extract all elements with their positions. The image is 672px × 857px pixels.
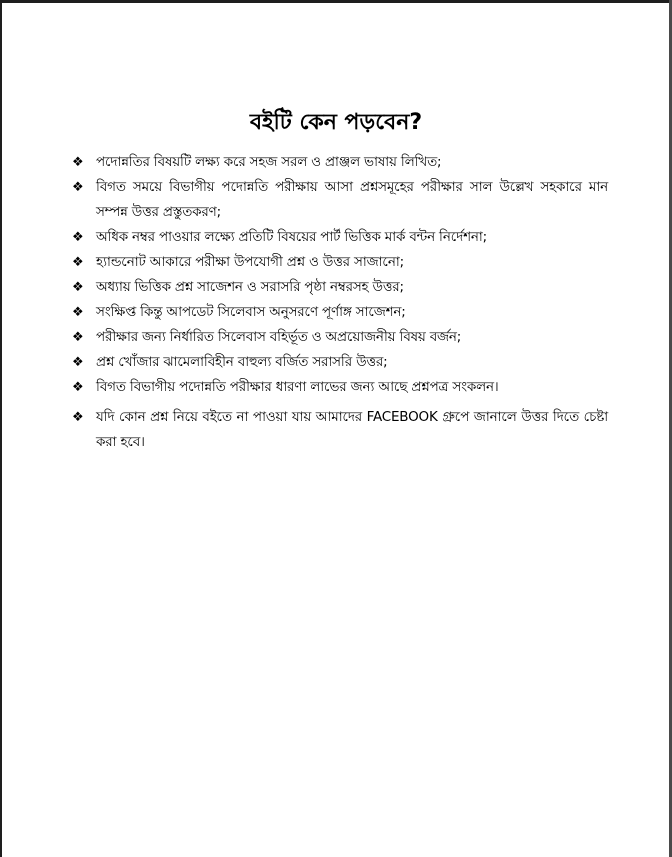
list-item-text: বিগত বিভাগীয় পদোন্নতি পরীক্ষার ধারণা লাভের জন্য আছে প্রশ্নপত্র সংকলন। <box>96 379 499 395</box>
diamond-bullet-icon: ❖ <box>72 180 84 195</box>
list-item-text: যদি কোন প্রশ্ন নিয়ে বইতে না পাওয়া যায় আমাদের FACEBOOK গ্রুপে জানালে উত্তর দিতে চেষ্টা করা হবে। <box>96 409 608 450</box>
page-title: বইটি কেন পড়বেন? <box>249 110 423 135</box>
diamond-bullet-icon: ❖ <box>72 305 84 320</box>
diamond-bullet-icon: ❖ <box>72 330 84 345</box>
list-item <box>72 375 608 400</box>
diamond-bullet-icon: ❖ <box>72 155 84 170</box>
diamond-bullet-icon: ❖ <box>72 410 84 425</box>
page-top-border <box>0 0 672 3</box>
list-item-text: পদোন্নতির বিষয়টি লক্ষ্য করে সহজ সরল ও প্রাঞ্জল ভাষায় লিখিত; <box>96 154 442 170</box>
diamond-bullet-icon: ❖ <box>72 280 84 295</box>
feature-list <box>72 150 608 455</box>
list-item <box>72 275 608 300</box>
diamond-bullet-icon: ❖ <box>72 380 84 395</box>
list-item-text: অধ্যায় ভিত্তিক প্রশ্ন সাজেশন ও সরাসরি পৃষ্ঠা নম্বরসহ উত্তর; <box>96 279 404 295</box>
list-item <box>72 350 608 375</box>
list-item <box>72 150 608 175</box>
list-item-text: হ্যান্ডনোট আকারে পরীক্ষা উপযোগী প্রশ্ন ও উত্তর সাজানো; <box>96 254 404 270</box>
list-item <box>72 300 608 325</box>
list-item-text: সংক্ষিপ্ত কিন্তু আপডেট সিলেবাস অনুসরণে পূর্ণাঙ্গ সাজেশন; <box>96 304 406 320</box>
list-item <box>72 250 608 275</box>
list-item-text: বিগত সময়ে বিভাগীয় পদোন্নতি পরীক্ষায় আসা প্রশ্নসমূহের পরীক্ষার সাল উল্লেখ সহকারে মান সম্পন্ন উত্তর প্রস্তুতকরণ; <box>96 179 608 220</box>
list-item-text: প্রশ্ন খোঁজার ঝামেলাবিহীন বাহুল্য বর্জিত সরাসরি উত্তর; <box>96 354 388 370</box>
list-item <box>72 405 608 455</box>
diamond-bullet-icon: ❖ <box>72 255 84 270</box>
list-item <box>72 225 608 250</box>
list-item-text: পরীক্ষার জন্য নির্ধারিত সিলেবাস বহির্ভূত ও অপ্রয়োজনীয় বিষয় বর্জন; <box>96 329 462 345</box>
diamond-bullet-icon: ❖ <box>72 230 84 245</box>
list-item <box>72 175 608 225</box>
list-item <box>72 325 608 350</box>
diamond-bullet-icon: ❖ <box>72 355 84 370</box>
list-item-text: অধিক নম্বর পাওয়ার লক্ষ্যে প্রতিটি বিষয়ের পার্ট ভিত্তিক মার্ক বন্টন নির্দেশনা; <box>96 229 487 245</box>
